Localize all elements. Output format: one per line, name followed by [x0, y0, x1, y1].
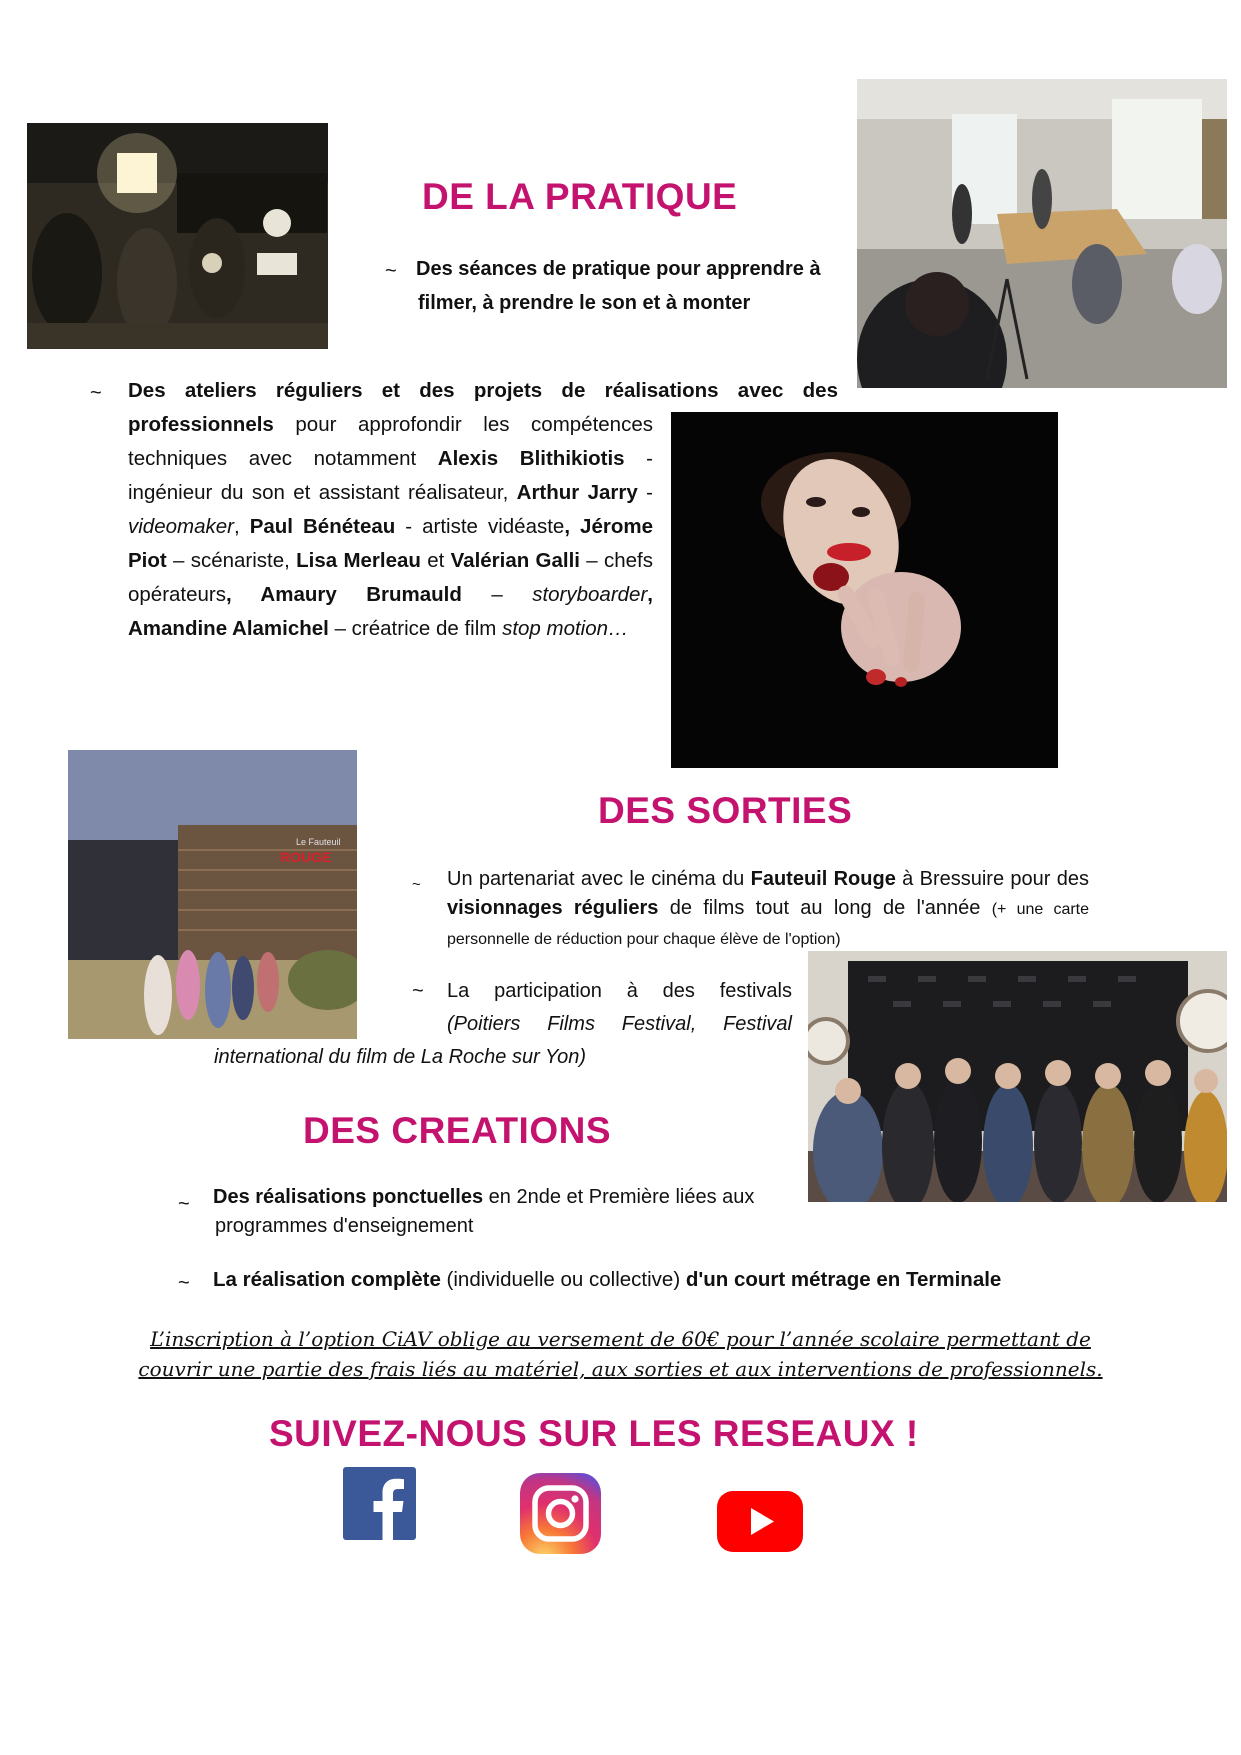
text: – scénariste, — [166, 549, 297, 572]
name-amandine: Amandine Alamichel — [128, 617, 329, 640]
creations-bullet-1-line-2: programmes d'enseignement — [215, 1215, 474, 1237]
pratique-bullet-1 — [416, 252, 856, 320]
pratique-bullet-1-line-2: filmer, à prendre le son et à monter — [418, 292, 751, 314]
festival-line-2: (Poitiers Films Festival, Festival — [447, 1013, 792, 1035]
fee-note — [100, 1324, 1141, 1384]
bullet-symbol: ~ — [412, 980, 424, 1002]
cinema-sign-small: Le Fauteuil — [296, 837, 341, 847]
text: de films tout au long de l'année — [658, 897, 992, 919]
bullet-symbol: ~ — [178, 1193, 190, 1215]
text: – créatrice de film — [328, 617, 503, 640]
reduction-card-note: (+ une carte personnelle de réduction pour chaque élève de l'option) — [447, 901, 1090, 948]
name-amaury: Amaury Brumauld — [260, 583, 462, 606]
text: , — [226, 583, 261, 606]
photo-cinema-fauteuil-rouge — [68, 750, 357, 1039]
cinema-name: Fauteuil Rouge — [750, 868, 896, 890]
photo-film-set-night — [27, 123, 328, 349]
text: - — [637, 481, 653, 504]
section-title-creations: DES CREATIONS — [303, 1110, 612, 1151]
text-italic: storyboarder — [532, 583, 648, 606]
section-title-pratique: DE LA PRATIQUE — [422, 176, 738, 217]
name-arthur: Arthur Jarry — [516, 481, 638, 504]
instagram-icon[interactable] — [520, 1473, 601, 1554]
text-italic: videomaker — [128, 515, 234, 538]
text: – — [461, 583, 533, 606]
sorties-bullet-2 — [447, 975, 792, 1041]
text-bold: Des réalisations ponctuelles — [213, 1186, 484, 1208]
text: en 2nde et Première liées aux — [483, 1186, 755, 1208]
text-bold: professionnels — [128, 413, 274, 436]
sorties-bullet-1 — [447, 865, 1089, 954]
name-lisa: Lisa Merleau — [296, 549, 421, 572]
festival-line-3: international du film de La Roche sur Yon) — [214, 1046, 587, 1068]
section-title-sorties: DES SORTIES — [598, 790, 853, 831]
photo-festival-group — [808, 951, 1227, 1202]
bullet-symbol: ~ — [385, 260, 397, 282]
pratique-bullet-2 — [128, 408, 653, 646]
text: et — [420, 549, 451, 572]
pratique-bullet-1-line-1: Des séances de pratique pour apprendre à — [416, 258, 821, 280]
name-alexis: Alexis Blithikiotis — [437, 447, 625, 470]
fee-note-line-1: L’inscription à l’option CiAV oblige au versement de 60€ pour l’année scolaire permettant de — [150, 1327, 1091, 1351]
cinema-sign: ROUGE — [280, 849, 332, 865]
text: (individuelle ou collective) — [440, 1268, 686, 1291]
festival-line-1: La participation à des festivals — [447, 980, 792, 1002]
bullet-symbol: ~ — [178, 1272, 190, 1294]
social-title: SUIVEZ-NOUS SUR LES RESEAUX ! — [269, 1413, 919, 1454]
name-valerian: Valérian Galli — [450, 549, 580, 572]
text-italic: stop motion… — [502, 617, 629, 640]
photo-classroom-shoot — [857, 79, 1227, 388]
text-bold: La réalisation complète — [213, 1268, 441, 1291]
text: – chefs opérateurs — [128, 549, 653, 606]
fee-note-line-2: couvrir une partie des frais liés au matériel, aux sorties et aux interventions de professionnels. — [138, 1357, 1103, 1381]
facebook-icon[interactable] — [343, 1467, 416, 1540]
bullet-symbol: ~ — [90, 382, 102, 404]
creations-bullet-2 — [213, 1265, 1113, 1295]
name-jerome: Jérome Piot — [128, 515, 653, 572]
text-bold: visionnages réguliers — [447, 897, 659, 919]
text: , — [564, 515, 581, 538]
text-bold: d'un court métrage en Terminale — [685, 1268, 1002, 1291]
text: Un partenariat avec le cinéma du — [447, 868, 751, 890]
pratique-bullet-2-first-line: Des ateliers réguliers et des projets de réalisations avec des — [128, 379, 838, 402]
youtube-icon[interactable] — [717, 1491, 803, 1552]
creations-bullet-1 — [213, 1183, 833, 1241]
text: - artiste vidéaste — [395, 515, 565, 538]
text: , — [233, 515, 250, 538]
bullet-symbol: ~ — [412, 876, 421, 893]
photo-horror-makeup — [671, 412, 1058, 768]
name-paul: Paul Bénéteau — [249, 515, 396, 538]
text: à Bressuire pour des — [895, 868, 1089, 890]
text: - ingénieur du son et assistant réalisateur, — [128, 447, 653, 504]
text: pour approfondir les compétences techniques avec notamment — [128, 413, 653, 470]
text: , — [647, 583, 653, 606]
